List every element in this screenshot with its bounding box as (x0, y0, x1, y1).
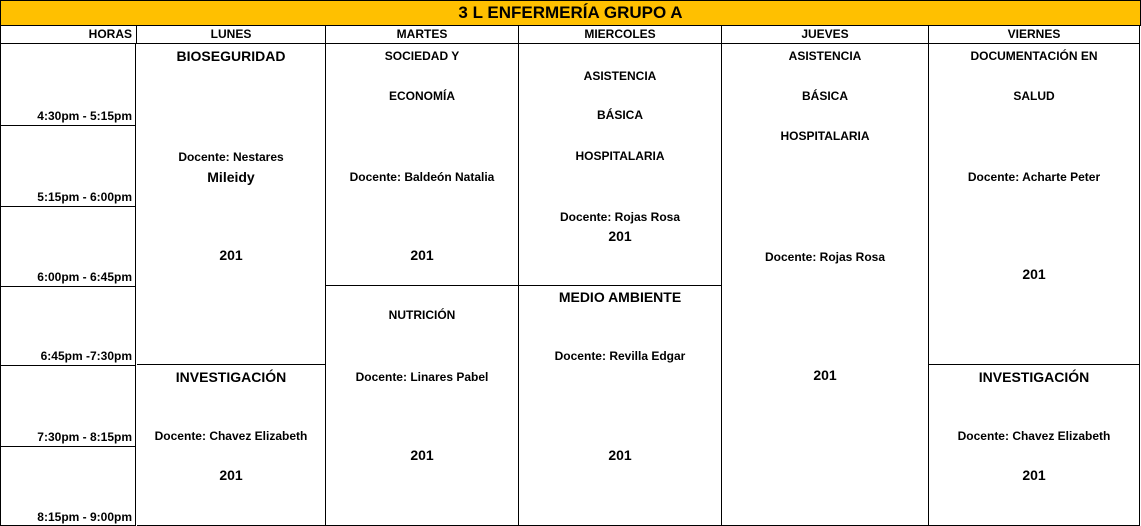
room-number: 201 (1022, 266, 1046, 282)
room-number: 201 (219, 467, 243, 483)
teacher-name: Docente: Nestares (178, 150, 284, 164)
teacher-name: Docente: Chavez Elizabeth (154, 429, 308, 443)
room-number: 201 (410, 247, 434, 263)
course-name: NUTRICIÓN (388, 308, 456, 322)
time-divider (0, 365, 136, 366)
room-number: 201 (219, 247, 243, 263)
lunes-block-bioseguridad (137, 44, 326, 365)
course-name: INVESTIGACIÓN (978, 369, 1090, 385)
teacher-name: Docente: Acharte Peter (967, 170, 1101, 184)
header-horas: HORAS (0, 25, 137, 44)
teacher-name: Docente: Rojas Rosa (764, 250, 886, 264)
course-name: ASISTENCIA (788, 49, 862, 63)
course-name: HOSPITALARIA (780, 129, 870, 143)
room-number: 201 (813, 367, 837, 383)
teacher-name: Docente: Chavez Elizabeth (957, 429, 1111, 443)
time-divider (0, 206, 136, 207)
teacher-name: Docente: Rojas Rosa (559, 210, 681, 224)
header-miercoles: MIERCOLES (519, 25, 722, 44)
header-viernes: VIERNES (929, 25, 1140, 44)
course-name: DOCUMENTACIÓN EN (970, 49, 1098, 63)
course-name: INVESTIGACIÓN (175, 369, 287, 385)
header-jueves: JUEVES (722, 25, 929, 44)
time-slot-1: 4:30pm - 5:15pm (0, 44, 136, 125)
room-number: 201 (410, 447, 434, 463)
teacher-name: Docente: Linares Pabel (355, 370, 489, 384)
viernes-block-documentacion (929, 44, 1140, 365)
course-name: BÁSICA (596, 108, 643, 122)
time-slot-4: 6:45pm -7:30pm (0, 286, 136, 365)
room-number: 201 (608, 228, 632, 244)
martes-block-sociedad (326, 44, 519, 286)
martes-block-nutricion (326, 286, 519, 526)
time-slot-6: 8:15pm - 9:00pm (0, 446, 136, 526)
teacher-name: Mileidy (207, 169, 255, 185)
lunes-block-investigacion (137, 365, 326, 526)
course-name: BIOSEGURIDAD (176, 48, 286, 64)
viernes-block-investigacion (929, 365, 1140, 526)
time-slot-3: 6:00pm - 6:45pm (0, 206, 136, 286)
course-name: SOCIEDAD Y (384, 49, 460, 63)
time-divider (0, 125, 136, 126)
time-slot-2: 5:15pm - 6:00pm (0, 125, 136, 206)
course-name: ECONOMÍA (389, 89, 455, 103)
time-divider (0, 446, 136, 447)
course-name: MEDIO AMBIENTE (558, 289, 682, 305)
header-martes: MARTES (326, 25, 519, 44)
course-name: HOSPITALARIA (575, 149, 665, 163)
miercoles-block-asistencia (519, 44, 722, 286)
teacher-name: Docente: Revilla Edgar (554, 349, 686, 363)
course-name: BÁSICA (801, 89, 848, 103)
time-slot-5: 7:30pm - 8:15pm (0, 365, 136, 446)
header-lunes: LUNES (137, 25, 326, 44)
room-number: 201 (1022, 467, 1046, 483)
course-name: ASISTENCIA (583, 69, 657, 83)
time-divider (0, 286, 136, 287)
course-name: SALUD (1013, 89, 1055, 103)
jueves-block-asistencia (722, 44, 929, 526)
teacher-name: Docente: Baldeón Natalia (349, 170, 495, 184)
miercoles-block-medio-ambiente (519, 286, 722, 526)
schedule-title: 3 L ENFERMERÍA GRUPO A (0, 0, 1141, 26)
room-number: 201 (608, 447, 632, 463)
